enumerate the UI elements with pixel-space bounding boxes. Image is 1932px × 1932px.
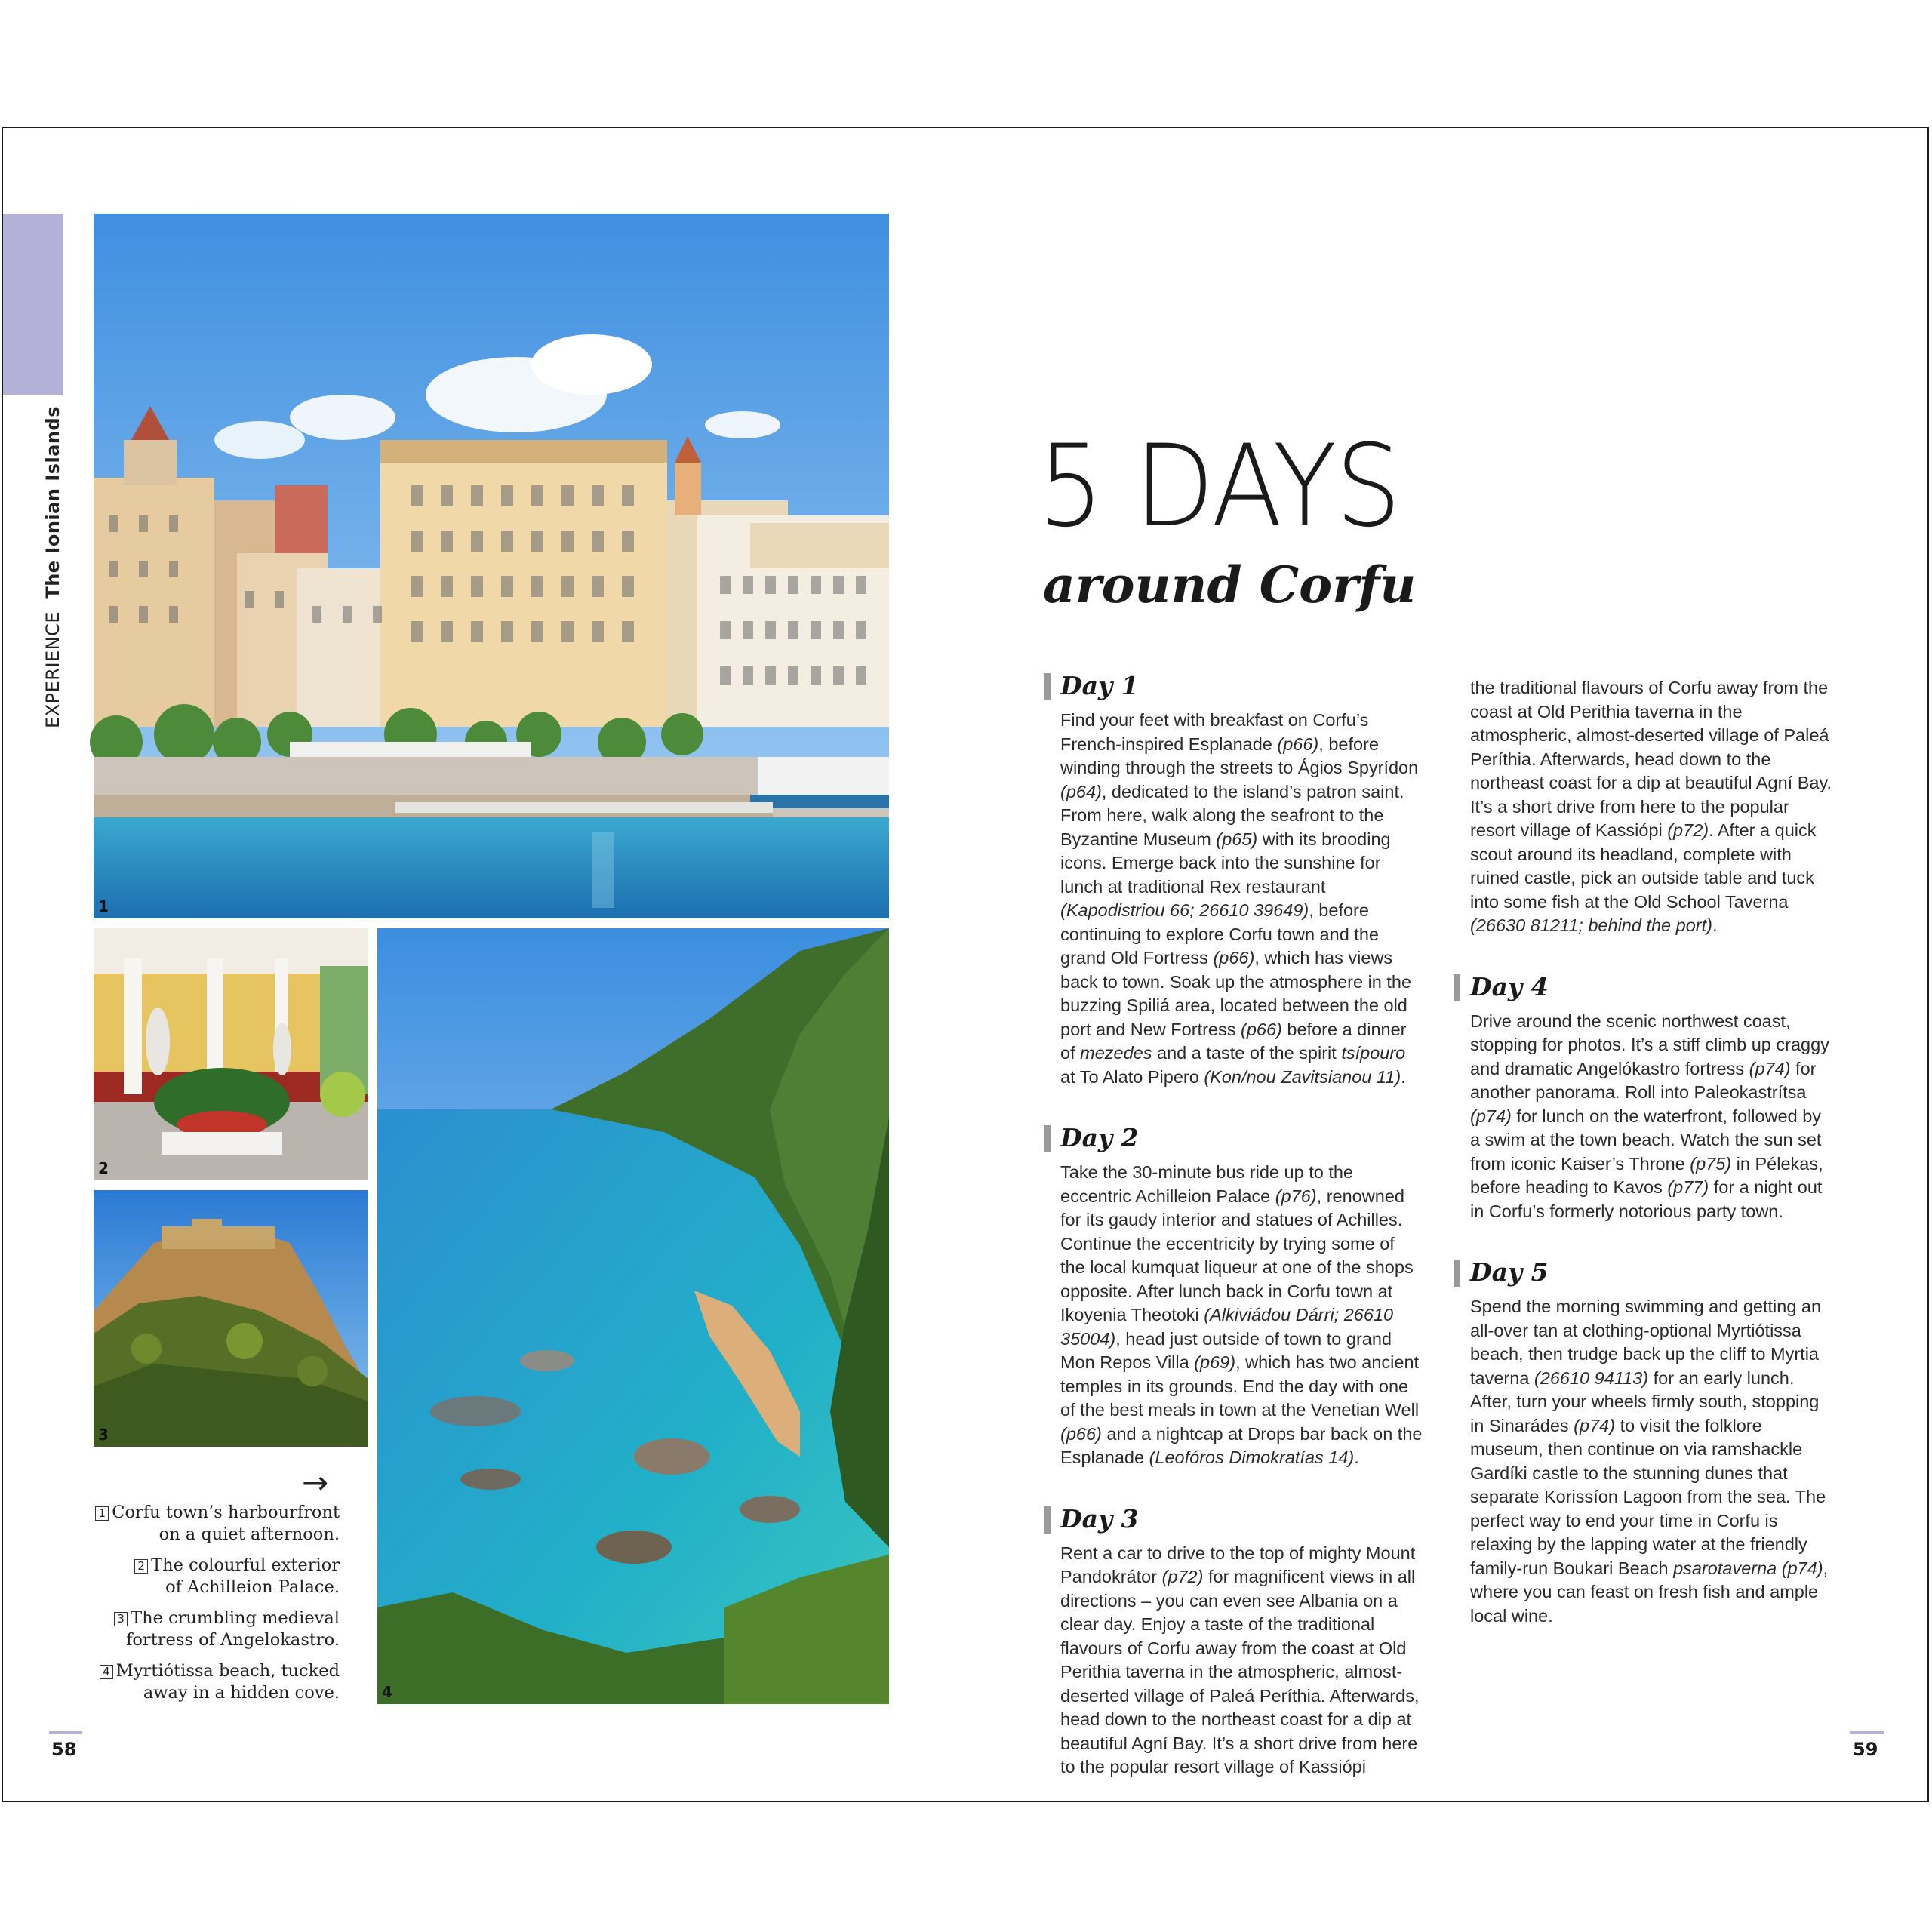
section-name: EXPERIENCE [42,611,63,728]
page-number-left: 58 [51,1739,77,1760]
caption-4: 4 Myrtiótissa beach, tucked away in a hidden cove. [91,1660,340,1704]
day-3-text-start: Rent a car to drive to the top of mighty Mount Pandokrátor (p72) for magnificent views in all directions – you can even see Albania on a clear day. Enjoy a taste of the traditional flavours of Corfu away from the coast at Old Perithia taverna in the atmospheric, almost-deserted village of Paleá Períthia. Afterwards, head down to the northeast coast for a dip at beautiful Agní Bay. It’s a short drive from here to the popular resort village of Kassiópi [1060,1543,1420,1777]
day-1-heading: Day 1 [1044,673,1423,698]
photo-number-2: 2 [98,1159,109,1177]
photo-number-1: 1 [98,897,109,915]
day-2-heading: Day 2 [1044,1125,1423,1150]
day-5-heading: Day 5 [1454,1260,1832,1284]
day-4-text: Drive around the scenic northwest coast, stopping for photos. It’s a stiff climb up craggy and dramatic Angelókastro fortress (p74) for another panorama. Roll into Paleokastrítsa (p74) for lunch on the waterfront, followed by a swim at the town beach. Watch the sun set from iconic Kaiser’s Throne (p75) in Pélekas, before heading to Kavos (p77) for a night out in Corfu’s formerly notorious party town. [1470,1011,1829,1221]
day-1-text: Find your feet with breakfast on Corfu’s French-inspired Esplanade (p66), before winding through the streets to Ágios Spyrídon (p64), dedicated to the island’s patron saint. From here, walk along the seafront to the Byzantine Museum (p65) with its brooding icons. Emerge back into the sunshine for lunch at traditional Rex restaurant (Kapodistriou 66; 26610 39649), before continuing to explore Corfu town and the grand Old Fortress (p66), which has views back to town. Soak up the atmosphere in the buzzing Spiliá area, located between the old port and New Fortress (p66) before a dinner of mezedes and a taste of the spirit tsípouro at To Alato Pipero (Kon/nou Zavitsianou 11). [1060,710,1419,1087]
page-marker-left [49,1731,82,1734]
caption-2: 2 The colourful exterior of Achilleion Palace. [91,1555,340,1598]
caption-1: 1 Corfu town’s harbourfront on a quiet afternoon. [91,1502,340,1546]
day-2-text: Take the 30-minute bus ride up to the eccentric Achilleion Palace (p76), renowned for its gaudy interior and statues of Achilles. Continue the eccentricity by trying some of the local kumquat liqueur at one of the shops opposite. After lunch back in Corfu town at Ikoyenia Theotoki (Alkiviádou Dárri; 26610 35004), head just outside of town to grand Mon Repos Villa (p69), which has two ancient temples in its grounds. End the day with one of the best meals in town at the Venetian Well (p66) and a nightcap at Drops bar back on the Esplanade (Leofóros Dimokratías 14). [1060,1162,1423,1467]
continue-arrow: → [302,1464,329,1501]
day-3-text-cont: the traditional flavours of Corfu away from the coast at Old Perithia taverna in the atmospheric, almost-deserted village of Paleá Períthia. Afterwards, head down to the northeast coast for a dip at beautiful Agní Bay. It’s a short drive from here to the popular resort village of Kassiópi (p72). After a quick scout around its headland, complete with ruined castle, pick an outside table and tuck into some fish at the Old School Taverna (26630 81211; behind the port). [1470,678,1832,935]
region-name: The Ionian Islands [42,406,63,599]
caption-number: 2 [134,1559,148,1574]
page-number-right: 59 [1853,1739,1878,1760]
photo-captions [91,1502,340,1713]
photo-number-4: 4 [382,1683,392,1701]
day-4-heading: Day 4 [1454,974,1832,999]
page-subtitle: around Corfu [1043,555,1417,614]
itinerary-column-2 [1470,676,1832,1628]
photo-number-3: 3 [98,1426,109,1444]
itinerary-column-1 [1060,671,1423,1777]
caption-3: 3 The crumbling medieval fortress of Angelokastro. [91,1607,340,1651]
section-label [42,406,63,728]
page-title: 5 DAYS [1038,421,1401,552]
photo-angelokastro [94,1190,368,1447]
section-tab [3,214,63,395]
photo-harbourfront [94,214,889,918]
caption-number: 3 [114,1612,128,1626]
caption-number: 1 [95,1506,109,1521]
day-3-heading: Day 3 [1044,1506,1423,1531]
day-5-text: Spend the morning swimming and getting an all-over tan at clothing-optional Myrtiótissa beach, then trudge back up the cliff to Myrtia taverna (26610 94113) for an early lunch. After, turn your wheels firmly south, stopping in Sinarádes (p74) to visit the folklore museum, then continue on via ramshackle Gardíki castle to the stunning dunes that separate Korissíon Lagoon from the sea. The perfect way to end your time in Corfu is relaxing by the lapping water at the friendly family-run Boukari Beach psarotaverna (p74), where you can feast on fresh fish and ample local wine. [1470,1297,1829,1626]
photo-beach [377,928,889,1704]
page-marker-right [1850,1731,1884,1734]
caption-number: 4 [100,1665,113,1679]
photo-achilleion [94,928,368,1180]
